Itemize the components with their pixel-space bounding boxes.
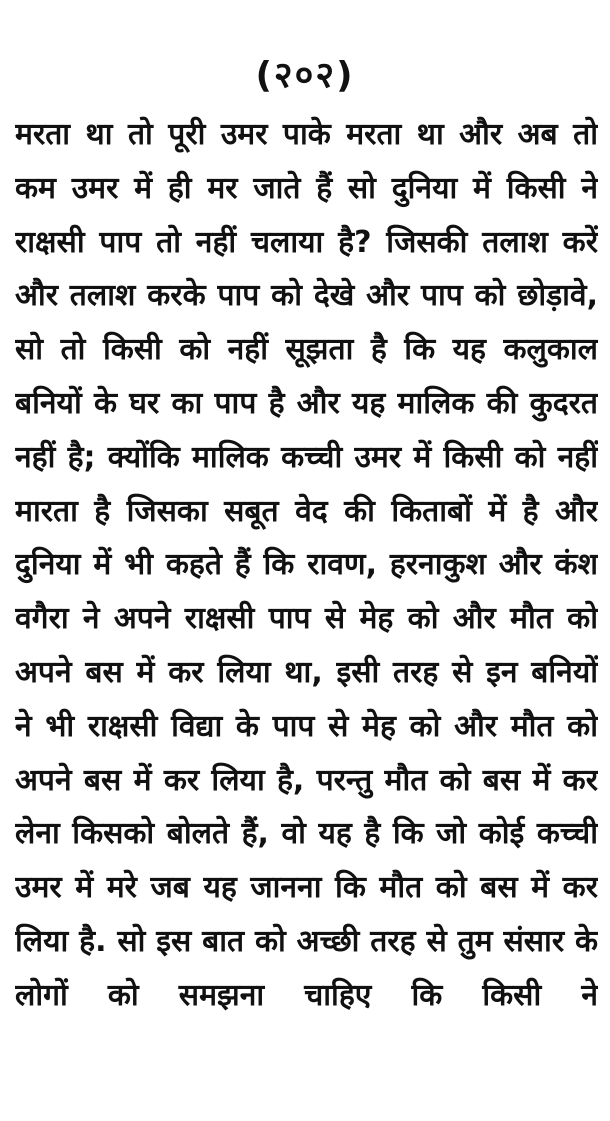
- text-line: नहीं है; क्योंकि मालिक कच्ची उमर में किसी को नहीं: [15, 439, 598, 475]
- text-line: लोगों को समझना चाहिए कि किसी ने: [15, 977, 598, 1013]
- text-line: राक्षसी पाप तो नहीं चलाया है? जिसकी तलाश करें: [15, 224, 598, 260]
- text-line: मारता है जिसका सबूत वेद की किताबों में है और: [15, 493, 598, 529]
- text-line: अपने बस में कर लिया है, परन्तु मौत को बस में कर: [15, 762, 598, 798]
- text-line: लेना किसको बोलते हैं, वो यह है कि जो कोई कच्ची: [15, 816, 598, 852]
- text-line: मरता था तो पूरी उमर पाके मरता था और अब तो: [15, 117, 598, 152]
- text-line: ने भी राक्षसी विद्या के पाप से मेह को और मौत को: [15, 708, 598, 744]
- text-line: वगैरा ने अपने राक्षसी पाप से मेह को और मौत को: [15, 601, 598, 637]
- text-line: कम उमर में ही मर जाते हैं सो दुनिया में किसी ने: [15, 170, 598, 206]
- text-line: सो तो किसी को नहीं सूझता है कि यह कलुकाल: [15, 332, 598, 368]
- text-line: लिया है. सो इस बात को अच्छी तरह से तुम संसार के: [15, 923, 598, 959]
- text-line: बनियों के घर का पाप है और यह मालिक की कुदरत: [15, 385, 598, 421]
- text-line: उमर में मरे जब यह जानना कि मौत को बस में कर: [15, 870, 598, 906]
- text-line: और तलाश करके पाप को देखे और पाप को छोड़ावे,: [15, 278, 598, 314]
- text-line: अपने बस में कर लिया था, इसी तरह से इन बनियों: [15, 654, 598, 690]
- text-line: दुनिया में भी कहते हैं कि रावण, हरनाकुश और कंश: [15, 547, 598, 583]
- body-text: [15, 108, 598, 1023]
- page-number: (२०२): [255, 55, 355, 96]
